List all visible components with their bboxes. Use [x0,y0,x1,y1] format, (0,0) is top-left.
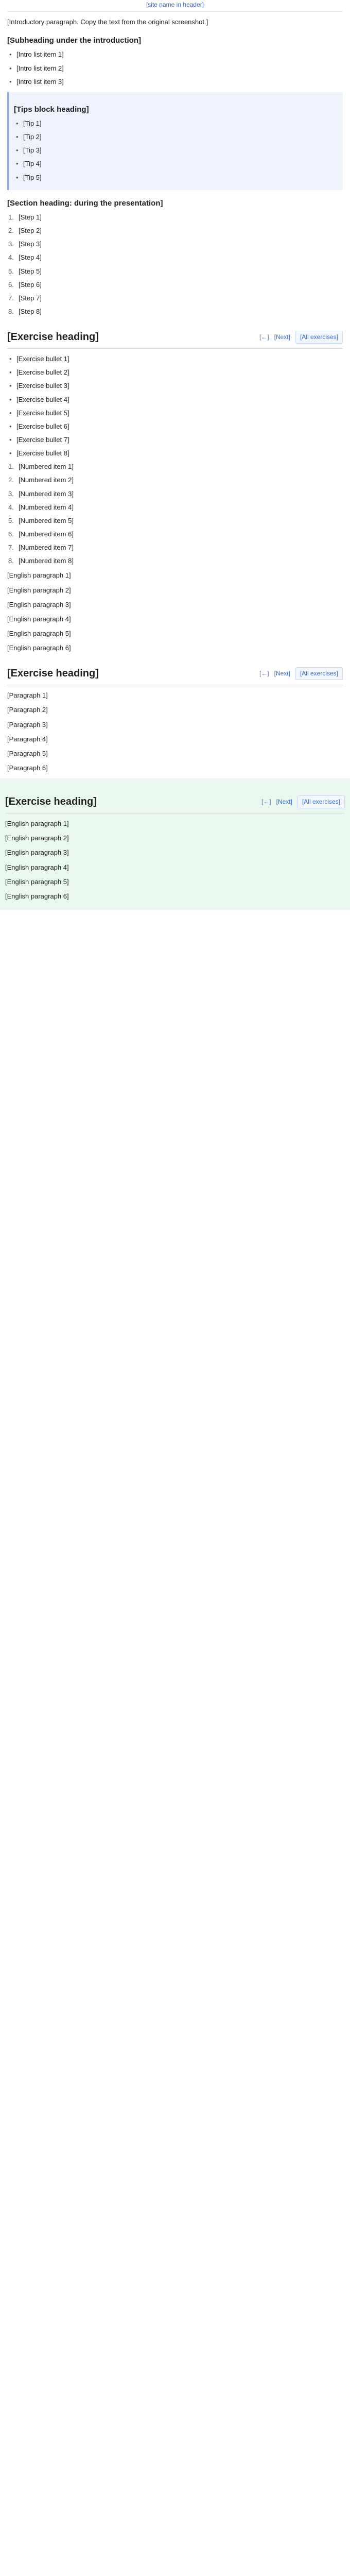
list-item: [Step 8] [19,308,42,315]
prev-exercise-link[interactable]: [←] [261,798,271,806]
list-item: [Step 1] [19,213,42,222]
paragraph: [English paragraph 3] [7,600,71,608]
exercise-a-title: [Exercise heading] [7,331,99,343]
paragraph: [English paragraph 4] [7,615,71,623]
list-item: [Step 4] [19,253,42,262]
next-exercise-link[interactable]: [Next] [274,670,290,677]
exercise-a-body [7,354,343,653]
paragraph: [Paragraph 2] [7,706,48,714]
paragraph: [English paragraph 4] [5,863,69,871]
paragraph: [English paragraph 5] [5,877,69,886]
paragraph: [English paragraph 6] [5,892,69,900]
list-item: [Numbered item 8] [19,557,74,565]
list-item: [Numbered item 2] [19,476,74,484]
exercise-c-nav [261,795,345,808]
list-item: [Numbered item 3] [19,489,74,498]
list-item: • [Exercise bullet 7] [7,435,343,445]
next-exercise-link[interactable]: [Next] [276,798,292,806]
all-exercises-button[interactable]: [All exercises] [295,667,343,680]
list-item: • [Exercise bullet 3] [7,381,343,391]
next-exercise-link[interactable]: [Next] [274,333,290,341]
during-title: [Section heading: during the presentation] [7,198,163,208]
prev-exercise-link[interactable]: [←] [259,333,269,341]
exercise-a-english [7,570,343,653]
exercise-b-nav [259,667,343,680]
intro-list [7,49,343,87]
list-item: • [Exercise bullet 8] [7,448,343,459]
list-item: • [Exercise bullet 6] [7,421,343,432]
exercise-c-body [5,819,345,902]
list-item: [Numbered item 5] [19,516,74,524]
exercise-a-header [7,326,343,349]
list-item: • [Exercise bullet 1] [7,354,343,364]
paragraph: [English paragraph 5] [7,629,71,637]
exercise-c-title: [Exercise heading] [5,796,97,808]
list-item: • [Tip 2] [14,132,338,142]
list-item: • [Tip 1] [14,118,338,129]
site-name[interactable]: [site name in header] [146,1,204,8]
paragraph: [English paragraph 2] [5,834,69,842]
during-section [7,197,343,317]
intro-lead: [Introductory paragraph. Copy the text from the original screenshot.] [7,18,208,26]
list-item: [Numbered item 7] [19,544,74,552]
exercise-b-header [7,663,343,685]
paragraph: [English paragraph 6] [7,644,71,652]
list-item: • [Intro list item 3] [7,77,343,87]
list-item: • [Intro list item 2] [7,63,343,74]
list-item: [Step 7] [19,294,42,302]
exercise-a-nav [259,331,343,344]
paragraph: [Paragraph 5] [7,749,48,757]
exercise-a-steps [7,462,343,566]
paragraph: [English paragraph 1] [7,571,71,580]
page [0,0,350,910]
intro-section [7,17,343,87]
list-item: • [Exercise bullet 2] [7,367,343,378]
exercise-b-body [7,690,343,773]
list-item: • [Intro list item 1] [7,49,343,60]
list-item: • [Exercise bullet 5] [7,408,343,418]
during-steps [7,212,343,317]
exercise-c-section [0,778,350,910]
exercise-a-bullets [7,354,343,459]
list-item: [Step 3] [19,240,42,248]
exercise-c-header [5,791,345,814]
list-item: [Step 2] [19,227,42,235]
list-item: • [Exercise bullet 4] [7,395,343,405]
paragraph: [English paragraph 3] [5,849,69,857]
tips-block [7,92,343,190]
paragraph: [English paragraph 1] [5,820,69,828]
list-item: [Step 6] [19,280,42,289]
list-item: • [Tip 5] [14,173,338,183]
paragraph: [Paragraph 4] [7,735,48,743]
prev-exercise-link[interactable]: [←] [259,670,269,677]
all-exercises-button[interactable]: [All exercises] [297,795,345,808]
list-item: [Numbered item 6] [19,530,74,538]
all-exercises-button[interactable]: [All exercises] [295,331,343,344]
tips-title: [Tips block heading] [14,105,89,114]
tips-list [14,118,338,183]
intro-subtitle: [Subheading under the introduction] [7,36,141,45]
list-item: [Numbered item 1] [19,463,74,471]
exercise-b-title: [Exercise heading] [7,668,99,680]
site-header[interactable] [7,0,343,12]
list-item: [Numbered item 4] [19,503,74,511]
paragraph: [Paragraph 6] [7,764,48,772]
list-item: • [Tip 3] [14,145,338,156]
paragraph: [Paragraph 1] [7,691,48,700]
paragraph: [English paragraph 2] [7,586,71,594]
list-item: • [Tip 4] [14,159,338,169]
list-item: [Step 5] [19,267,42,275]
paragraph: [Paragraph 3] [7,720,48,728]
